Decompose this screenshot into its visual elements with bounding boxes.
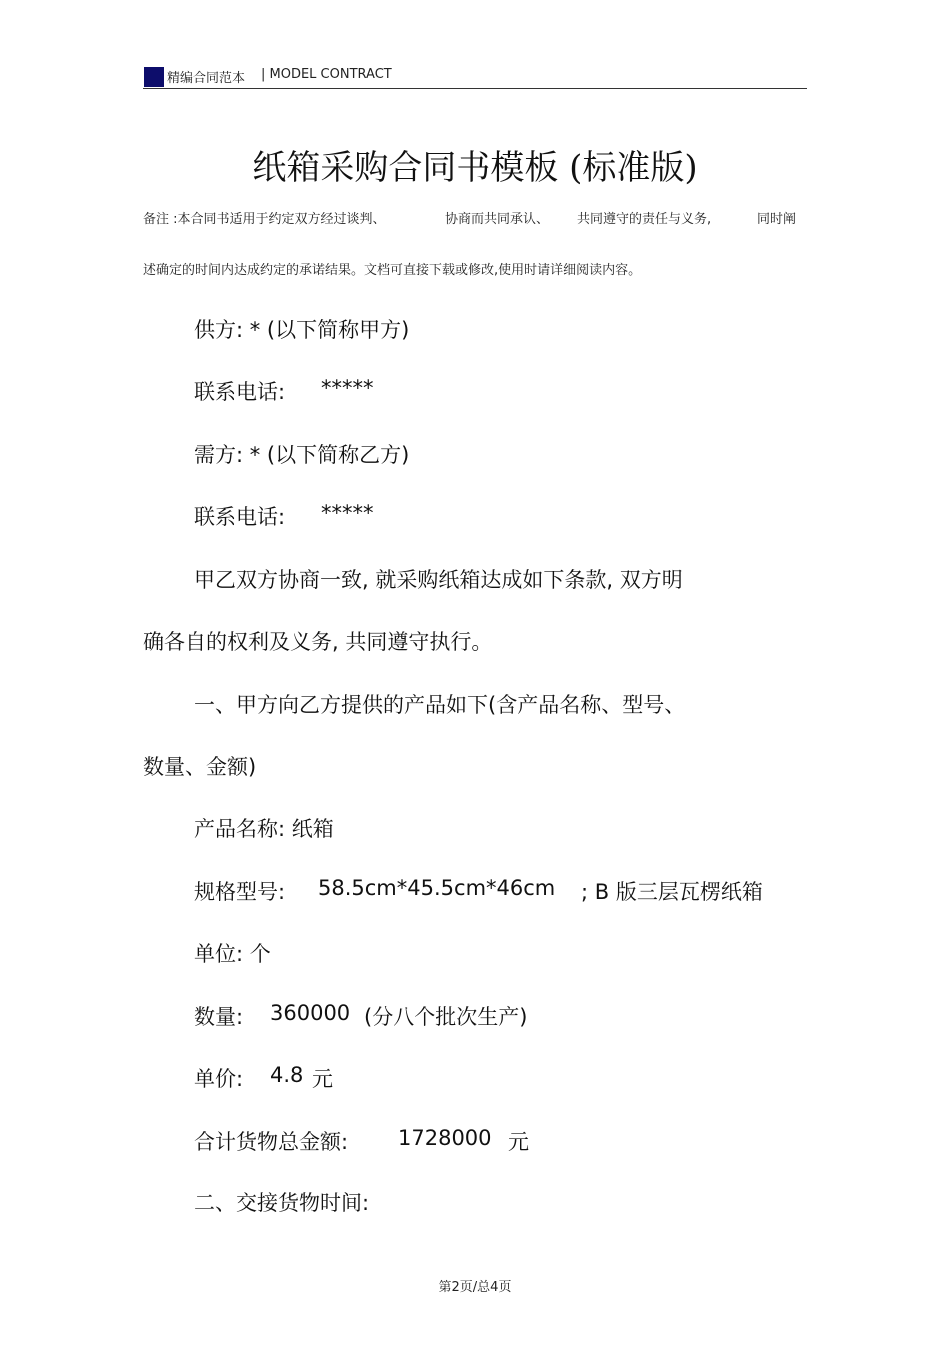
buyer-phone-value: ***** xyxy=(321,501,374,525)
document-title: 纸箱采购合同书模板 (标准版) xyxy=(252,148,698,188)
spec-size: 58.5cm*45.5cm*46cm xyxy=(318,876,556,900)
price-unit: 元 xyxy=(312,1067,333,1091)
note-line-1-part-2: 协商而共同承认、 xyxy=(445,212,550,227)
price-value: 4.8 xyxy=(270,1063,304,1087)
page-header xyxy=(143,64,807,89)
intro-paragraph-line-2: 确各自的权利及义务, 共同遵守执行。 xyxy=(143,630,493,654)
total-amount-unit: 元 xyxy=(508,1130,529,1154)
supplier-phone-label: 联系电话: xyxy=(194,380,286,404)
note-line-1 xyxy=(143,208,807,228)
intro-paragraph-line-1: 甲乙双方协商一致, 就采购纸箱达成如下条款, 双方明 xyxy=(194,568,683,592)
total-amount-line xyxy=(194,1126,574,1156)
product-name-line: 产品名称: 纸箱 xyxy=(194,817,334,841)
price-label: 单价: xyxy=(194,1067,244,1091)
section-1-heading-line-1: 一、甲方向乙方提供的产品如下(含产品名称、型号、 xyxy=(194,693,686,717)
price-line xyxy=(194,1063,414,1093)
note-line-1-part-3: 共同遵守的责任与义务, xyxy=(577,212,712,227)
note-line-1-part-4: 同时阐 xyxy=(757,212,797,227)
spec-label: 规格型号: xyxy=(194,880,286,904)
quantity-line xyxy=(194,1001,614,1031)
note-line-2: 述确定的时间内达成约定的承诺结果。文档可直接下载或修改,使用时请详细阅读内容。 xyxy=(143,263,642,278)
section-1-heading-line-2: 数量、金额) xyxy=(143,755,257,779)
buyer-phone-label: 联系电话: xyxy=(194,505,286,529)
note-line-1-part-1: 备注 :本合同书适用于约定双方经过谈判、 xyxy=(143,212,386,227)
unit-line: 单位: 个 xyxy=(194,942,271,966)
supplier-line: 供方: * (以下简称甲方) xyxy=(194,318,410,342)
header-brand-text: 精编合同范本 xyxy=(167,71,246,86)
total-amount-value: 1728000 xyxy=(398,1126,492,1150)
buyer-line: 需方: * (以下简称乙方) xyxy=(194,443,410,467)
quantity-label: 数量: xyxy=(194,1005,244,1029)
buyer-phone-line xyxy=(194,501,494,531)
brand-logo-square xyxy=(144,67,164,87)
total-amount-label: 合计货物总金额: xyxy=(194,1130,349,1154)
header-model-contract-text: | MODEL CONTRACT xyxy=(261,67,392,82)
section-2-heading: 二、交接货物时间: xyxy=(194,1191,370,1215)
quantity-note: (分八个批次生产) xyxy=(364,1005,528,1029)
quantity-value: 360000 xyxy=(270,1001,351,1025)
spec-line xyxy=(194,876,804,906)
page-number-footer: 第2页/总4页 xyxy=(438,1280,512,1295)
supplier-phone-value: ***** xyxy=(321,376,374,400)
spec-type: ; B 版三层瓦楞纸箱 xyxy=(581,880,763,904)
supplier-phone-line xyxy=(194,376,494,406)
